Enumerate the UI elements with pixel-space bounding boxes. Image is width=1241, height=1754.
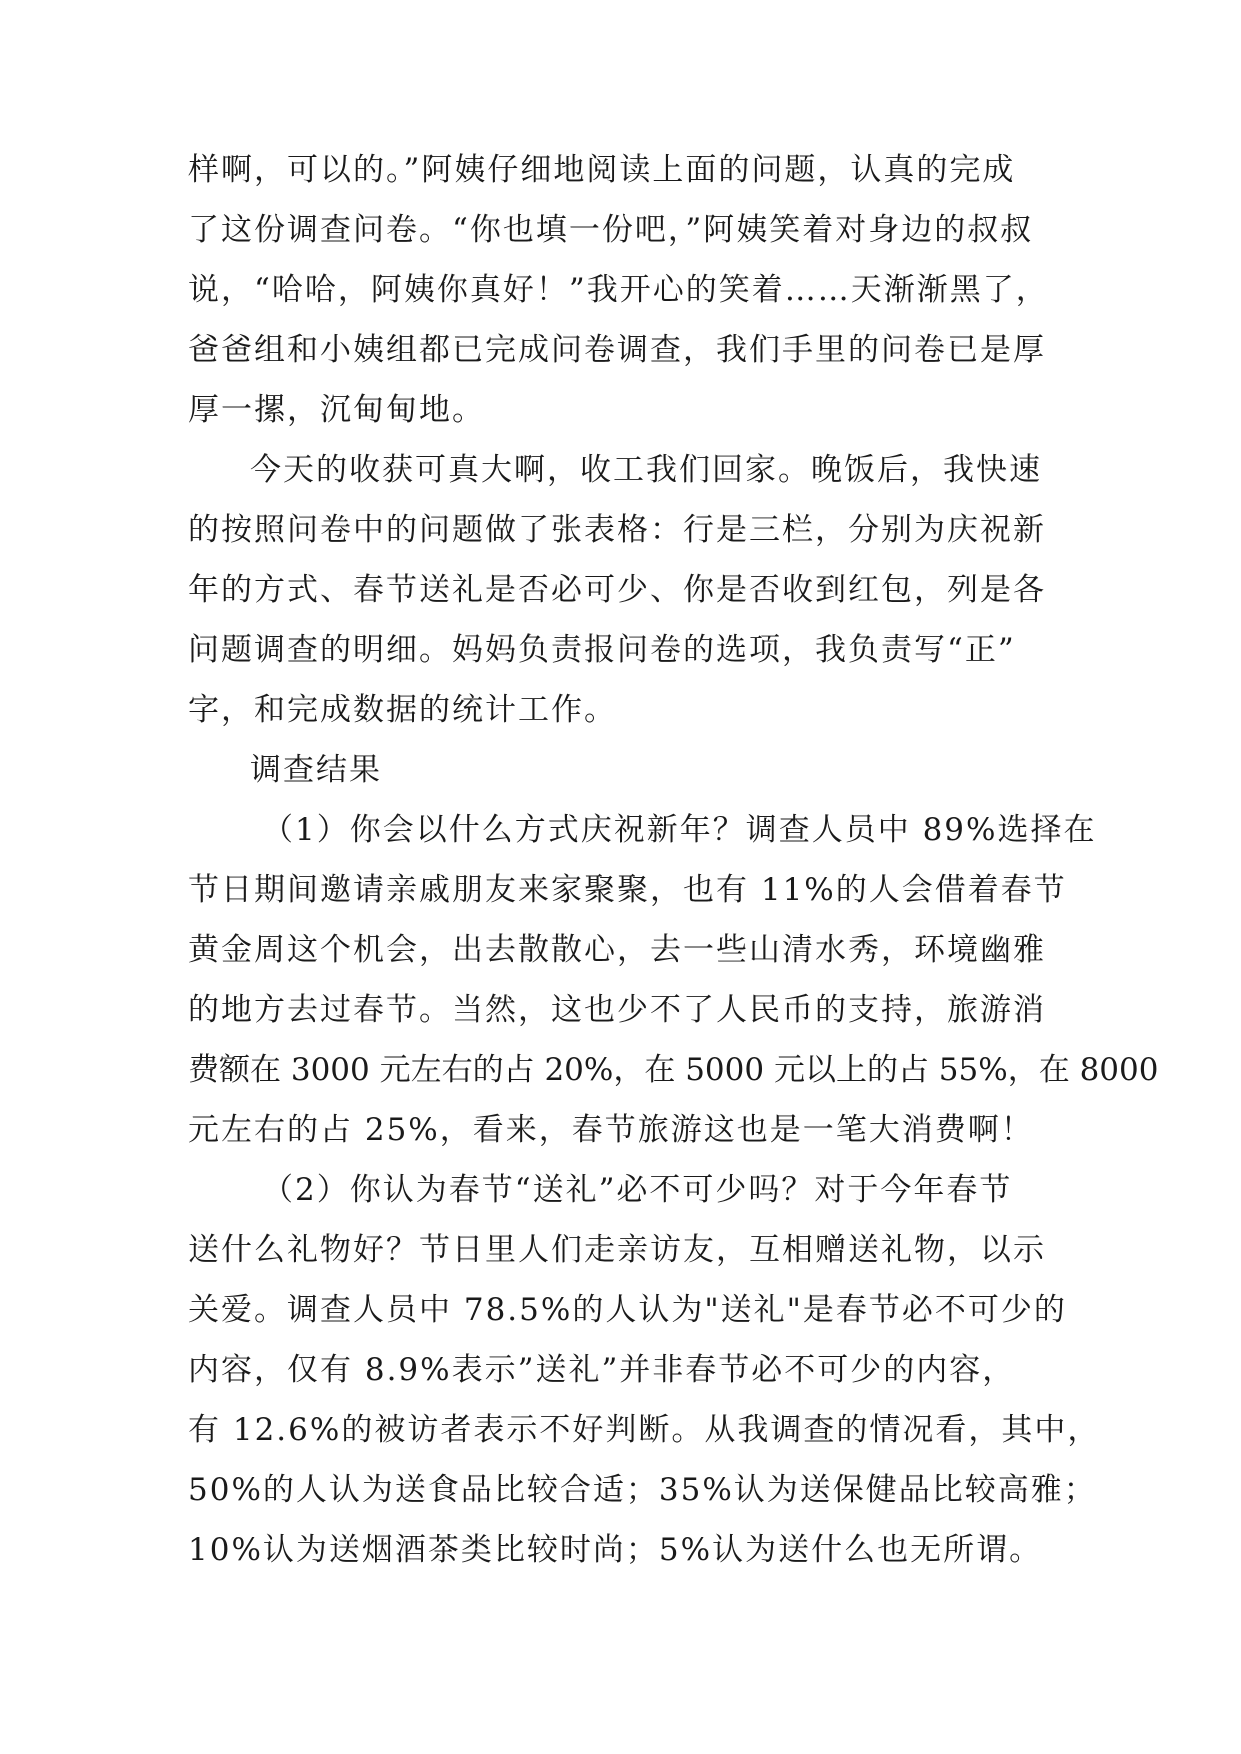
text-line: 黄金周这个机会，出去散散心，去一些山清水秀，环境幽雅 <box>188 932 1046 968</box>
text-line: 厚一摞，沉甸甸地。 <box>188 392 485 428</box>
section-heading: 调查结果 <box>250 752 382 788</box>
text-line: 节日期间邀请亲戚朋友来家聚聚，也有 11%的人会借着春节 <box>188 872 1067 908</box>
text-line: 关爱。调查人员中 78.5%的人认为"送礼"是春节必不可少的 <box>188 1292 1067 1328</box>
text-line: 的地方去过春节。当然，这也少不了人民币的支持，旅游消 <box>188 992 1046 1028</box>
text-line: 送什么礼物好？节日里人们走亲访友，互相赠送礼物，以示 <box>188 1232 1046 1268</box>
text-line: 说，“哈哈，阿姨你真好！”我开心的笑着……天渐渐黑了， <box>188 272 1049 308</box>
text-line: 50%的人认为送食品比较合适；35%认为送保健品比较高雅； <box>188 1472 1097 1508</box>
paragraph-first-line: （1）你会以什么方式庆祝新年？调查人员中 89%选择在 <box>262 812 1097 848</box>
text-line: 费额在 3000 元左右的占 20%，在 5000 元以上的占 55%，在 8000 <box>188 1052 1159 1088</box>
text-line: 的按照问卷中的问题做了张表格：行是三栏，分别为庆祝新 <box>188 512 1046 548</box>
text-line: 年的方式、春节送礼是否必可少、你是否收到红包，列是各 <box>188 572 1046 608</box>
paragraph-first-line: （2）你认为春节“送礼”必不可少吗？对于今年春节 <box>262 1172 1013 1208</box>
paragraph-first-line: 今天的收获可真大啊，收工我们回家。晚饭后，我快速 <box>250 452 1042 488</box>
text-line: 10%认为送烟酒茶类比较时尚；5%认为送什么也无所谓。 <box>188 1532 1043 1568</box>
text-line: 样啊，可以的。”阿姨仔细地阅读上面的问题，认真的完成 <box>188 152 1016 188</box>
text-line: 内容，仅有 8.9%表示”送礼”并非春节必不可少的内容， <box>188 1352 1016 1388</box>
text-line: 元左右的占 25%，看来，春节旅游这也是一笔大消费啊！ <box>188 1112 1034 1148</box>
text-line: 了这份调查问卷。“你也填一份吧，”阿姨笑着对身边的叔叔 <box>188 212 1034 248</box>
text-line: 字，和完成数据的统计工作。 <box>188 692 617 728</box>
text-line: 问题调查的明细。妈妈负责报问卷的选项，我负责写“正” <box>188 632 1016 668</box>
text-line: 爸爸组和小姨组都已完成问卷调查，我们手里的问卷已是厚 <box>188 332 1046 368</box>
text-line: 有 12.6%的被访者表示不好判断。从我调查的情况看，其中， <box>188 1412 1101 1448</box>
